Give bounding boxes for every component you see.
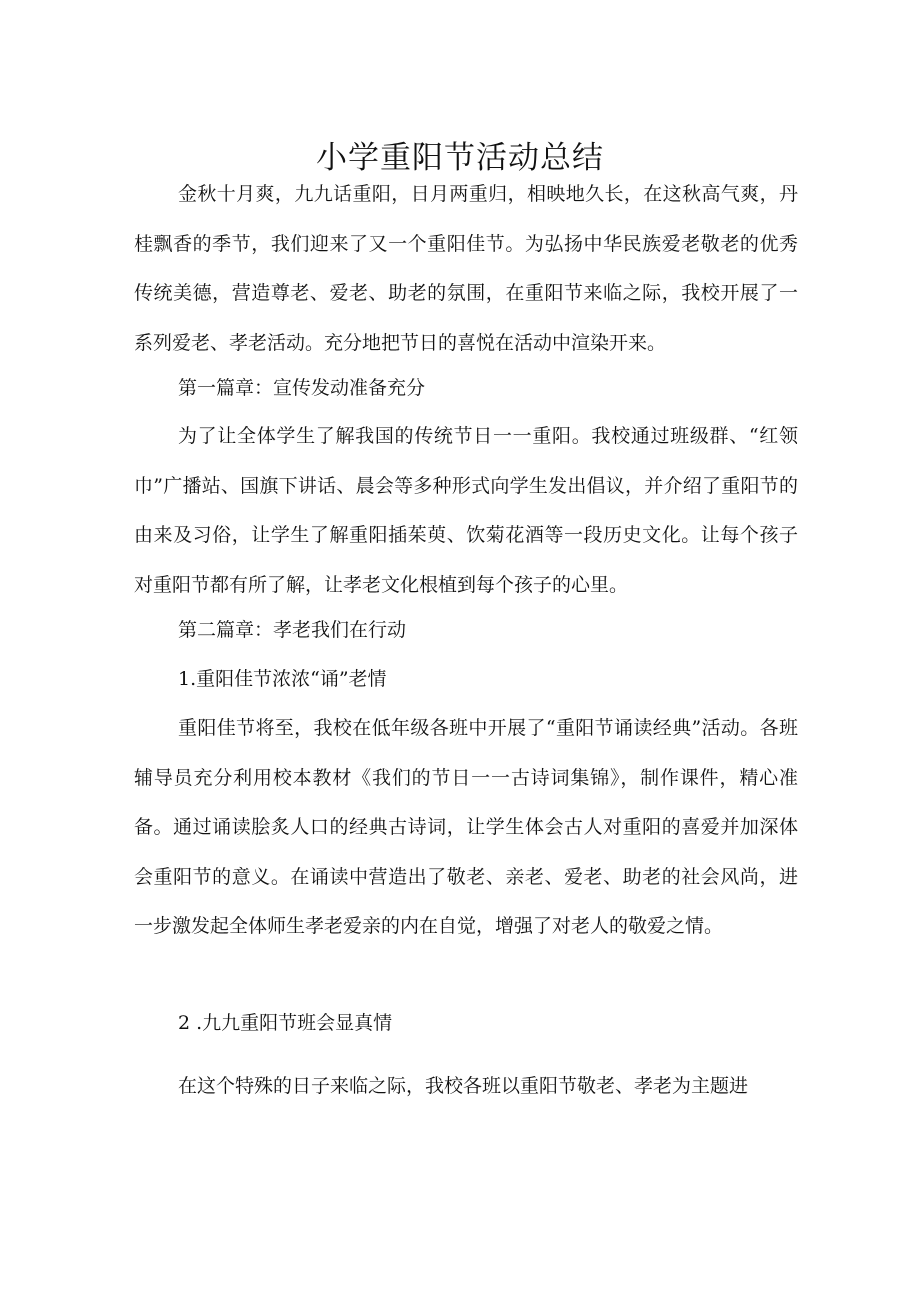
document-title: 小学重阳节活动总结 (316, 139, 604, 176)
section-1-heading: 1.重阳佳节浓浓“诵”老情 (178, 668, 387, 690)
section-2-heading: 2 .九九重阳节班会显真情 (178, 1012, 393, 1034)
chapter-2-heading: 第二篇章：孝老我们在行动 (178, 619, 407, 641)
section-2-paragraph: 在这个特殊的日子来临之际，我校各班以重阳节敬老、孝老为主题进 (178, 1075, 749, 1097)
chapter-1-heading: 第一篇章：宣传发动准备充分 (178, 377, 426, 399)
section-1-paragraph: 重阳佳节将至，我校在低年级各班中开展了“重阳节诵读经典”活动。各班辅导员充分利用校本教材《我们的节日一一古诗词集锦》，制作课件，精心准备。通过诵读脍炙人口的经典古诗词，让学生体会古人对重阳的喜爱并加深体会重阳节的意义。在诵读中营造出了敬老、亲老、爱老、助老的社会风尚，进一步激发起全体师生孝老爱亲的内在自觉，增强了对老人的敬爱之情。 (134, 717, 798, 937)
intro-paragraph: 金秋十月爽，九九话重阳，日月两重归，相映地久长，在这秋高气爽，丹桂飘香的季节，我们迎来了又一个重阳佳节。为弘扬中华民族爱老敬老的优秀传统美德，营造尊老、爱老、助老的氛围，在重阳节来临之际，我校开展了一系列爱老、孝老活动。充分地把节日的喜悦在活动中渲染开来。 (134, 183, 798, 354)
chapter-1-paragraph: 为了让全体学生了解我国的传统节日一一重阳。我校通过班级群、“红领巾”广播站、国旗下讲话、晨会等多种形式向学生发出倡议，并介绍了重阳节的由来及习俗，让学生了解重阳插茱萸、饮菊花酒等一段历史文化。让每个孩子对重阳节都有所了解，让孝老文化根植到每个孩子的心里。 (134, 425, 798, 596)
